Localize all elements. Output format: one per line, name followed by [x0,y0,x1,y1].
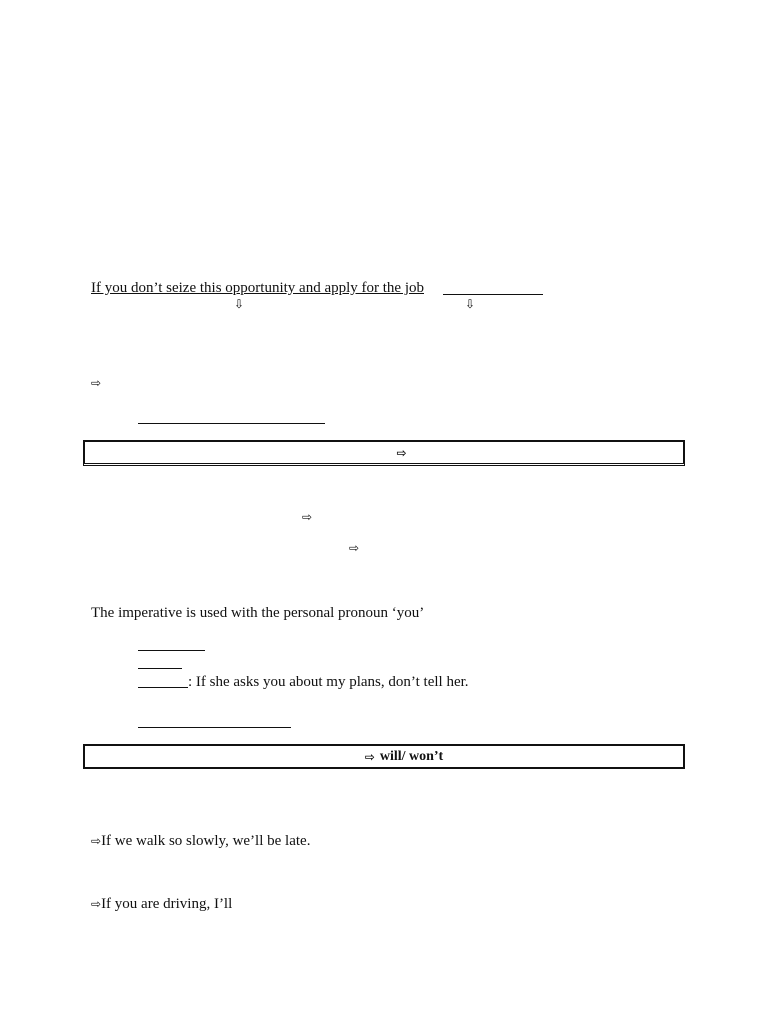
answer-blank-1[interactable] [443,294,543,295]
right-arrow-icon: ⇨ [349,541,360,555]
condition-sentence: If you don’t seize this opportunity and apply for the job [91,280,424,296]
down-arrow-icon: ⇩ [234,297,245,311]
example-text: If you are driving, I’ll [101,896,233,912]
answer-blank-4[interactable] [138,687,188,688]
example-sentence: : If she asks you about my plans, don’t tell her. [188,674,469,690]
rule-box-1 [83,440,685,466]
rule-box-label: will/ won’t [379,748,444,764]
imperative-note: The imperative is used with the personal pronoun ‘you’ [91,605,425,621]
rule-box-2 [83,744,685,769]
answer-blank-2[interactable] [138,650,205,651]
right-arrow-icon: ⇨ [302,510,313,524]
right-arrow-icon: ⇨ [396,445,407,460]
example-item [91,832,310,850]
right-arrow-icon: ⇨ [91,834,102,848]
heading-blank-2[interactable] [138,727,291,728]
down-arrow-icon: ⇩ [465,297,476,311]
right-arrow-icon: ⇨ [91,376,102,390]
answer-blank-3[interactable] [138,668,182,669]
right-arrow-icon: ⇨ [91,897,102,911]
example-item [91,895,232,913]
heading-blank-1[interactable] [138,423,325,424]
example-text: If we walk so slowly, we’ll be late. [101,833,311,849]
right-arrow-icon: ⇨ [364,749,375,764]
